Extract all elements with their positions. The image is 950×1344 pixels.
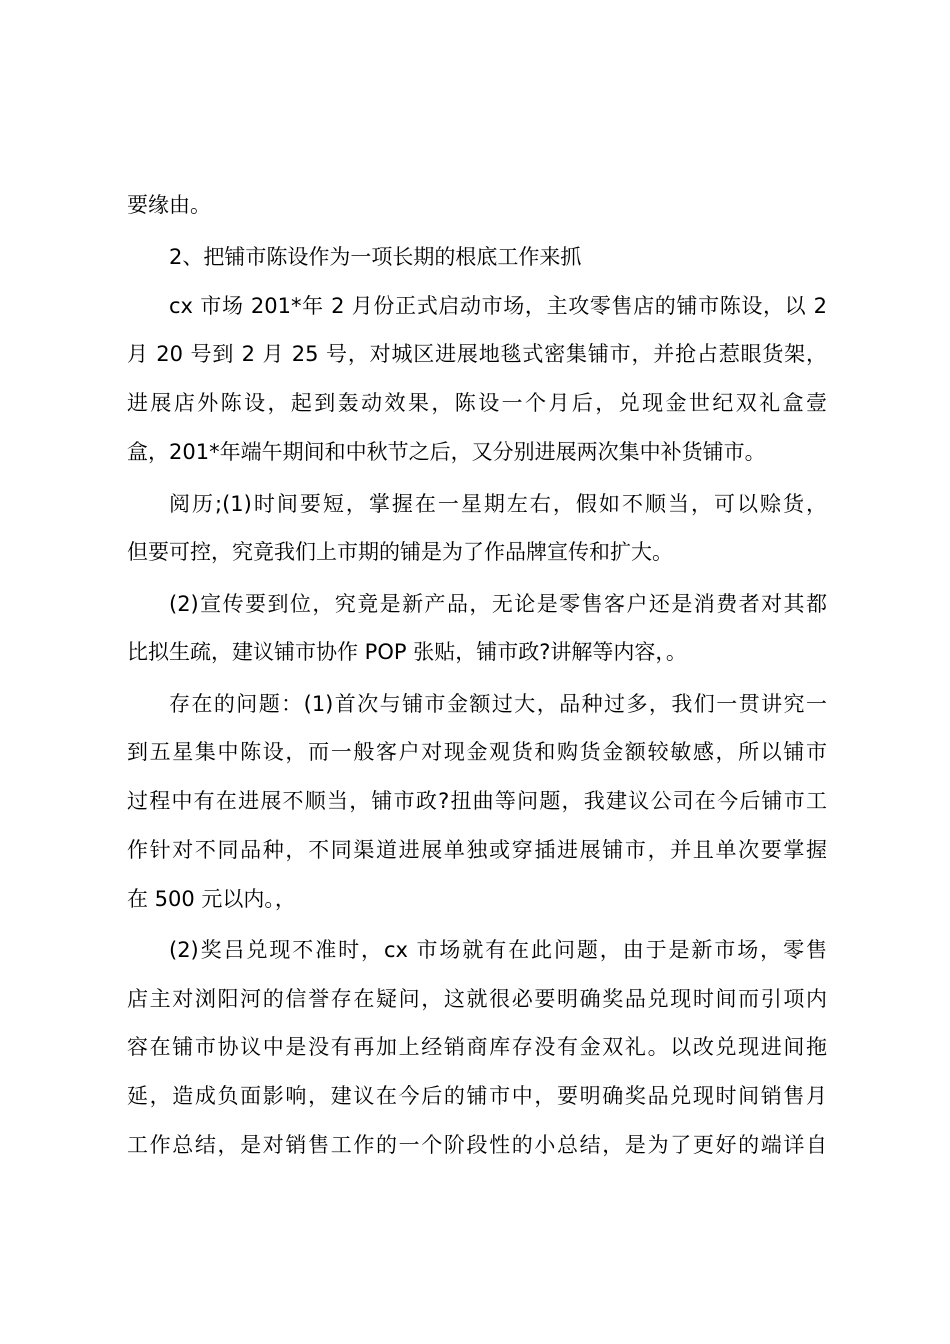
text-line: 要缘由。 (127, 193, 211, 217)
text-line: 工作总结，是对销售工作的一个阶段性的小总结，是为了更好的端详自 (127, 1133, 827, 1157)
text-line: 盒，201*年端午期间和中秋节之后，又分别进展两次集中补货铺市。 (127, 440, 766, 464)
text-line: 存在的问题：(1)首次与铺市金额过大，品种过多，我们一贯讲究一 (169, 692, 827, 716)
text-line: (2)奖吕兑现不准时，cx 市场就有在此问题，由于是新市场，零售 (169, 938, 827, 962)
text-line: 在 500 元以内。， (127, 887, 296, 911)
text-line: 容在铺市协议中是没有再加上经销商库存没有金双礼。以改兑现进间拖 (127, 1035, 827, 1059)
text-line: cx 市场 201*年 2 月份正式启动市场，主攻零售店的铺市陈设，以 2 (169, 294, 827, 318)
text-line: 作针对不同品种，不同渠道进展单独或穿插进展铺市，并且单次要掌握 (127, 838, 827, 862)
text-line: 但要可控，究竟我们上市期的铺是为了作品牌宣传和扩大。 (127, 540, 673, 564)
text-line: 延，造成负面影响，建议在今后的铺市中，要明确奖品兑现时间销售月 (127, 1084, 827, 1108)
text-line: 店主对浏阳河的信誉存在疑问，这就很必要明确奖品兑现时间而引项内 (127, 987, 827, 1011)
text-line: 进展店外陈设，起到轰动效果，陈设一个月后，兑现金世纪双礼盒壹 (127, 391, 827, 415)
text-line: 比拟生疏，建议铺市协作 POP 张贴，铺市政?讲解等内容，。 (127, 640, 687, 664)
text-line: 阅历;(1)时间要短，掌握在一星期左右，假如不顺当，可以赊货， (169, 492, 827, 516)
text-line: 月 20 号到 2 月 25 号，对城区进展地毯式密集铺市，并抢占惹眼货架， (127, 342, 827, 366)
section-heading: 2、把铺市陈设作为一项长期的根底工作来抓 (169, 245, 582, 269)
text-line: (2)宣传要到位，究竟是新产品，无论是零售客户还是消费者对其都 (169, 592, 827, 616)
text-line: 到五星集中陈设，而一般客户对现金观货和购货金额较敏感，所以铺市 (127, 740, 827, 764)
text-line: 过程中有在进展不顺当，铺市政?扭曲等问题，我建议公司在今后铺市工 (127, 789, 827, 813)
